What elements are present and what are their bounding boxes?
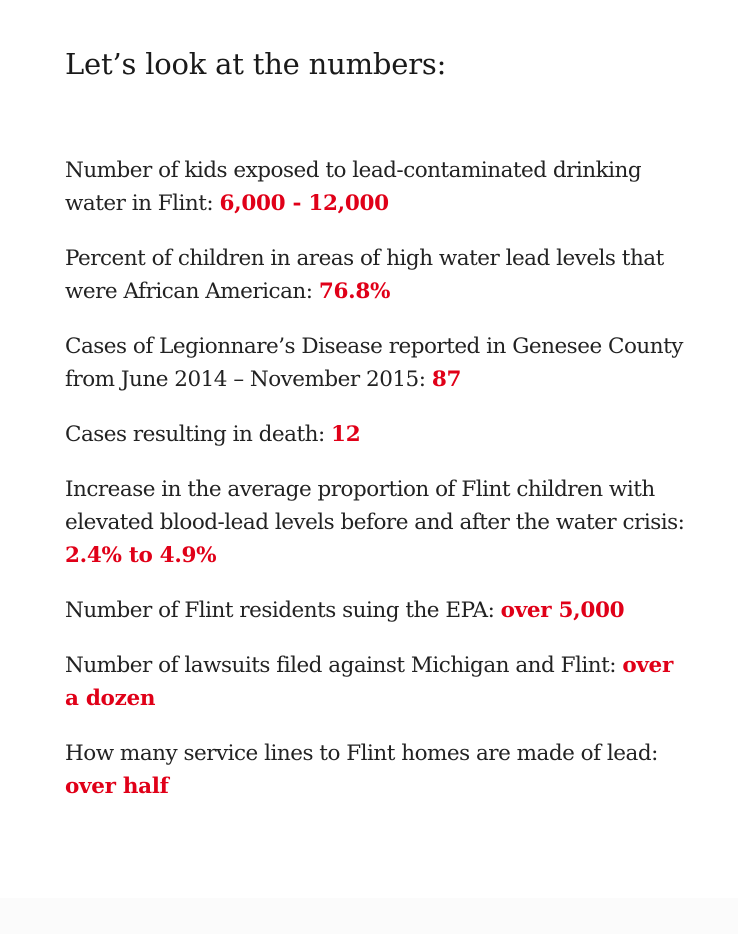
stat-item [65,473,685,572]
stat-value: over a dozen [65,653,673,711]
stat-value: 87 [431,367,462,392]
stat-label: Increase in the average proportion of Flint children with elevated blood-lead levels before and after the water crisis: [65,477,685,535]
stat-label: Number of kids exposed to lead-contaminated drinking water in Flint: [65,158,642,216]
stats-list [65,154,685,803]
stat-item [65,737,685,803]
stat-item [65,594,685,627]
stat-label: Number of lawsuits filed against Michigan and Flint: [65,653,623,678]
stat-value: 76.8% [318,279,391,304]
stat-value: 12 [331,422,361,447]
stat-item [65,330,685,396]
stat-item [65,649,685,715]
stat-label: Cases of Legionnare’s Disease reported in Genesee County from June 2014 – November 2015: [65,334,683,392]
stat-item [65,418,685,451]
stat-label: Percent of children in areas of high water lead levels that were African American: [65,246,664,304]
stat-label: How many service lines to Flint homes are made of lead: [65,741,658,766]
article-content [65,42,685,825]
section-heading: Let’s look at the numbers: [65,47,447,81]
stat-label: Number of Flint residents suing the EPA: [65,598,501,623]
stat-value: over 5,000 [500,598,625,623]
stat-item [65,242,685,308]
stat-value: 2.4% to 4.9% [65,543,217,568]
stat-value: 6,000 - 12,000 [219,191,389,216]
stat-value: over half [65,774,169,799]
page-footer-band [0,898,738,934]
stat-label: Cases resulting in death: [65,422,332,447]
stat-item [65,154,685,220]
